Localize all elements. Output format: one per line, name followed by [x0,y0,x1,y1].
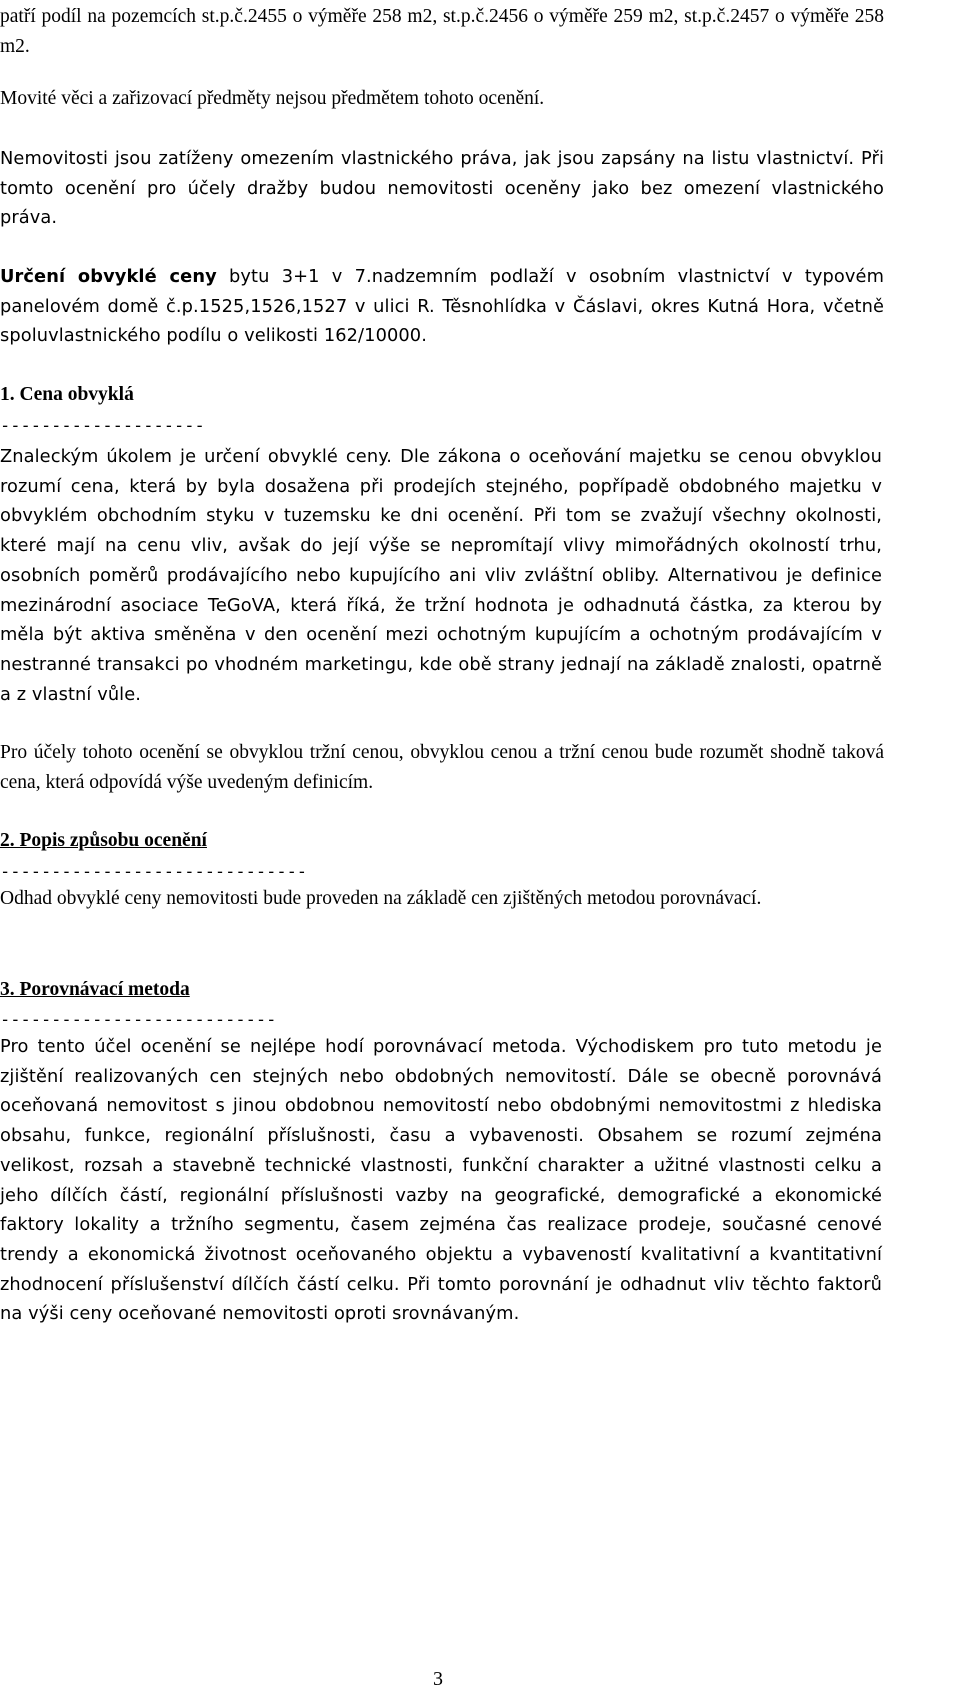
section-1-rule: -------------------- [0,416,205,436]
subject-bold-lead: Určení obvyklé ceny [0,266,217,287]
section-3-title: 3. Porovnávací metoda [0,979,190,1000]
paragraph-subject [0,262,884,351]
section-2-title: 2. Popis způsobu ocenění [0,830,207,851]
section-2-paragraph: Odhad obvyklé ceny nemovitosti bude proveden na základě cen zjištěných metodou porovnávací. [0,888,762,909]
paragraph-land-share: patří podíl na pozemcích st.p.č.2455 o výměře 258 m2, st.p.č.2456 o výměře 259 m2, st.p.č.2457 o výměře 258 m2. [0,6,884,57]
section-1-title: 1. Cena obvyklá [0,384,134,405]
section-1-paragraph-1: Znaleckým úkolem je určení obvyklé ceny. Dle zákona o oceňování majetku se cenou obvyklou rozumí cena, která by byla dosažena při prodejích stejného, popřípadě obdobného majetku v obvyklém obchodním styku v tuzemsku ke dni ocenění. Při tom se zvažují všechny okolnosti, které mají na cenu vliv, avšak do její výše se nepromítají vlivy mimořádných okolností trhu, osobních poměrů prodávajícího nebo kupujícího ani vliv zvláštní obliby. Alternativou je definice mezinárodní asociace TeGoVA, která říká, že tržní hodnota je odhadnutá částka, za kterou by měla být aktiva směněna v den ocenění mezi ochotným kupujícím a ochotným prodávajícím v nestranné transakci po vhodném marketingu, kde obě strany jednají na základě znalosti, opatrně a z vlastní vůle. [0,446,882,705]
section-2-rule: ------------------------------ [0,862,308,882]
section-3-paragraph: Pro tento účel ocenění se nejlépe hodí porovnávací metoda. Východiskem pro tuto metodu je zjištění realizovaných cen stejných nebo obdobných nemovitostí. Dále se obecně porovnává oceňovaná nemovitost s jinou obdobnou nemovitostí nebo obdobnými nemovitostmi z hlediska obsahu, funkce, regionální příslušnosti, času a vybavenosti. Obsahem se rozumí zejména velikost, rozsah a stavebně technické vlastnosti, funkční charakter a užitné vlastnosti celku a jeho dílčích částí, regionální příslušnosti vazby na geografické, demografické a ekonomické faktory lokality a tržního segmentu, časem zejména čas realizace prodeje, současné cenové trendy a ekonomická životnost oceňovaného objektu a vybaveností kvalitativní a kvantitativní zhodnocení příslušenství dílčích částí celku. Při tomto porovnání je odhadnut vliv těchto faktorů na výši ceny oceňované nemovitosti oproti srovnávaným. [0,1036,882,1325]
page-number-text: 3 [433,1668,443,1690]
section-1-paragraph-2: Pro účely tohoto ocenění se obvyklou tržní cenou, obvyklou cenou a tržní cenou bude rozumět shodně taková cena, která odpovídá výše uvedeným definicím. [0,742,884,793]
paragraph-encumbrance: Nemovitosti jsou zatíženy omezením vlastnického práva, jak jsou zapsány na listu vlastnictví. Při tomto ocenění pro účely dražby budou nemovitosti oceněny jako bez omezení vlastnického práva. [0,148,884,229]
paragraph-movables: Movité věci a zařizovací předměty nejsou předmětem tohoto ocenění. [0,88,545,109]
section-3-rule: --------------------------- [0,1010,277,1030]
subject-text: bytu 3+1 v 7.nadzemním podlaží v osobním vlastnictví v typovém panelovém domě č.p.1525,1526,1527 v ulici R. Těsnohlídka v Čáslavi, okres Kutná Hora, včetně spoluvlastnického podílu o velikosti 162/10000. [0,266,884,347]
